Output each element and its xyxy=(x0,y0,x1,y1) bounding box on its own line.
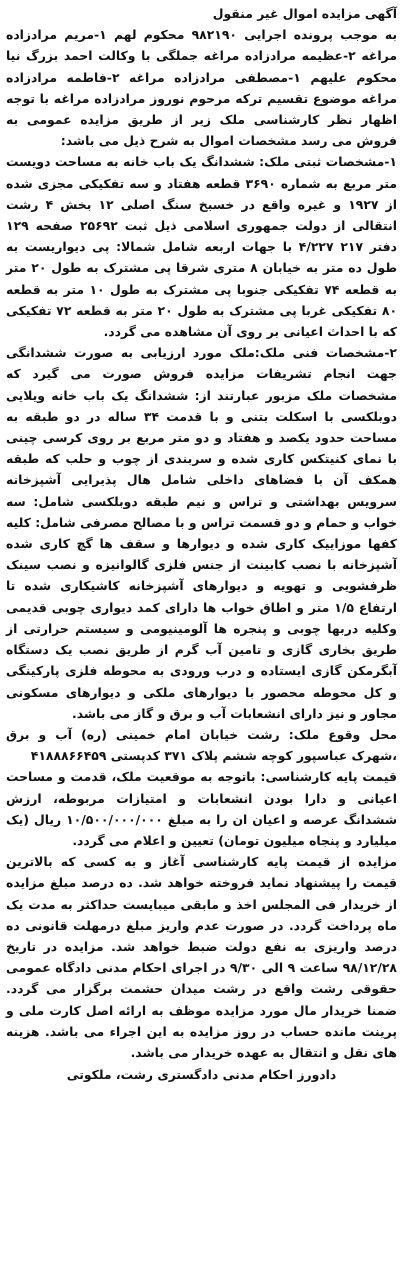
registration-details: ۱-مشخصات ثبتی ملک: ششدانگ یک باب خانه به مساحت دویست متر مربع به شماره ۳۶۹۰ قطعه هفتاد و سه تفکیکی مجزی شده از ۱۹۲۷ و غیره واقع در خسبخ سنگ اصلی ۱۲ بخش ۴ رشت انتقالی از دولت جمهوری اسلامی ذیل ثبت ۲۵۶۹۲ صفحه ۱۲۹ دفتر ۲۱۷ ۴/۲۲۷ با جهات اربعه شامل شمالا: پی دیواریست به طول ده متر به خیابان ۸ متری شرقا پی مشترک به طول ۲۰ متر به قطعه ۷۴ تفکیکی جنوبا پی مشترک به طول ۱۰ متر به قطعه ۸۰ تفکیکی غربا پی مشترک به طول ۲۰ متر به قطعه ۷۲ تفکیکی که با احداث اعیانی بر روی آن مشاهده می گردد. xyxy=(6,154,398,340)
notice-intro: به موجب پرونده اجرایی ۹۸۲۱۹۰ محکوم لهم ۱-مریم مرادزاده مراغه ۲-عظیمه مرادزاده مراغه جملگی با وکالت احمد بزرگ نیا محکوم علیهم ۱-مصطفی مرادزاده مراغه ۲-فاطمه مرادزاده مراغه موضوع تقسیم ترکه مرحوم نوروز مرادزاده مراغه با توجه اظهار نظر کارشناسی ملک زیر از طریق مزایده عمومی به فروش می رسد مشخصات اموال به شرح ذیل می باشد: xyxy=(6,27,398,149)
technical-details: ۲-مشخصات فنی ملک:ملک مورد ارزیابی به صورت ششدانگی جهت انجام تشریفات مزایده فروش صورت می گیرد که مشخصات ملک مزبور عبارتند از: ششدانگ یک باب خانه ویلایی دوبلکسی با اسکلت بتنی و با قدمت ۳۴ ساله در دو طبقه به مساحت حدود یکصد و هفتاد و دو متر مربع بر روی کرسی چینی با نمای کنیتکس کاری شده و سربندی از چوب و حلب که طبقه همکف آن با فضاهای داخلی شامل هال پذیرایی آشپزخانه سرویس بهداشتی و تراس و نیم طبقه دوبلکسی شامل: سه خواب و حمام و دو قسمت تراس و با مصالح مصرفی شامل: کلیه کفها موزاییک کاری شده و دیوارها و سقف ها گچ کاری شده آشپزخانه با نصب کابینت از جنس فلزی گالوانیزه و نصب سینک ظرفشویی و تهویه و دیوارهای آشپزخانه کاشیکاری شده تا ارتفاع ۱/۵ متر و اطاق خواب ها دارای کمد دیواری چوبی قدیمی وکلیه دربها چوبی و پنجره ها آلومینیومی و سیستم حرارتی از طریق بخاری گازی و تامین آب گرم از طریق نصب یک دستگاه آبگرمکن گازی ایستاده و درب ورودی به محوطه فلزی پارکینگی و کل محوطه محصور با دیوارهای ملکی و دیوارهای مسکونی مجاور و نیز دارای انشعابات آب و برق و گاز می باشد. xyxy=(6,345,397,721)
property-location: محل وقوع ملک: رشت خیابان امام خمینی (ره) آب و برق ،شهرک عباسپور کوچه ششم پلاک ۳۷۱ کدپستی ۴۱۸۸۸۶۶۴۵۹ xyxy=(6,726,397,764)
base-price: قیمت پایه کارشناسی: باتوجه به موقعیت ملک، قدمت و مساحت اعیانی و دارا بودن انشعابات و امتیازات مربوطه، ارزش ششدانگ عرصه و اعیان ان را به مبلغ ۱۰/۵۰۰/۰۰۰/۰۰۰ ریال (یک میلیارد و پنجاه میلیون تومان) تعیین و اعلام می گردد. xyxy=(6,769,398,848)
signature: دادورز احکام مدنی دادگستری رشت، ملکوتی xyxy=(66,1067,337,1083)
auction-terms: مزایده از قیمت پایه کارشناسی آغاز و به کسی که بالاترین قیمت را پیشنهاد نماید فروخته خواهد شد. ده درصد مبلغ مزایده از خریدار فی المجلس اخذ و مابقی میبایست حداکثر به مدت یک ماه پرداخت گردد. در صورت عدم واریز مبلغ درمهلت قانونی ده درصد واریزی به نفع دولت ضبط خواهد شد. مزایده در تاریخ ۹۸/۱۲/۲۸ ساعت ۹ الی ۹/۳۰ در اجرای احکام مدنی دادگاه عمومی حقوقی رشت واقع در رشت میدان حشمت برگزار می گردد. ضمنا خریدار مال مورد مزایده موظف به ارائه اصل کارت ملی و پرینت مانده حساب در روز مزایده به این اجراء می باشد. هزینه های نقل و انتقال به عهده خریدار می باشد. xyxy=(6,854,397,1060)
notice-title: آگهی مزایده اموال غیر منقول xyxy=(212,6,397,21)
